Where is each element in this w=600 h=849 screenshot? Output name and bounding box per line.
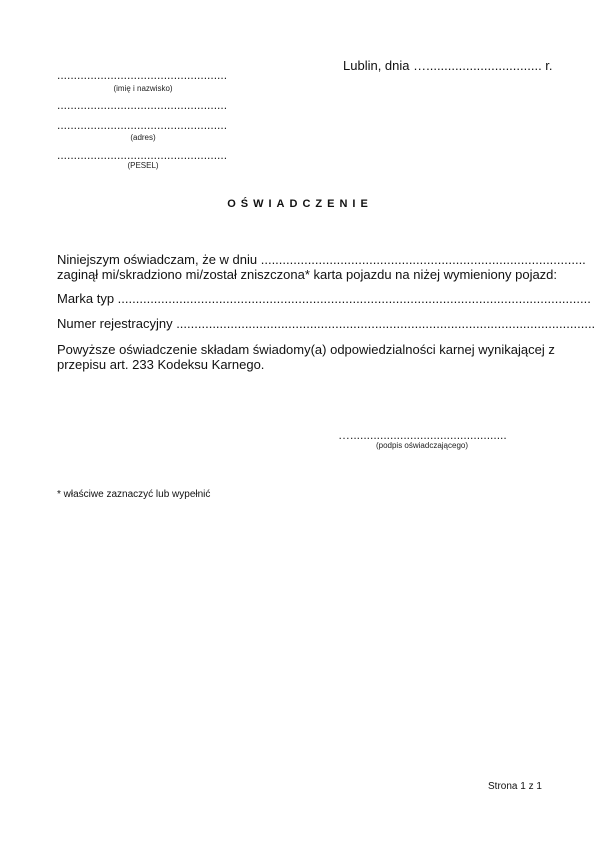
pesel-field-line: ...................................................	[57, 148, 228, 162]
name-field-line: ...................................................	[57, 68, 228, 82]
statement-loss-line: zaginął mi/skradziono mi/został zniszczona* karta pojazdu na niżej wymieniony pojazd:	[57, 267, 558, 282]
registration-number-line: Numer rejestracyjny ....................................................................................................................	[57, 316, 596, 331]
pesel-field-caption: (PESEL)	[127, 161, 159, 170]
signature-caption: (podpis oświadczającego)	[375, 441, 469, 450]
signature-line: …...............................................	[338, 428, 507, 442]
responsibility-line-1: Powyższe oświadczenie składam świadomy(a) odpowiedzialności karnej wynikającej z	[57, 342, 555, 357]
address-field-caption: (adres)	[130, 133, 156, 142]
responsibility-line-2: przepisu art. 233 Kodeksu Karnego.	[57, 357, 265, 372]
page-number: Strona 1 z 1	[488, 781, 542, 792]
address-field-line: ...................................................	[57, 118, 228, 132]
statement-date-line: Niniejszym oświadczam, że w dniu ..........................................................................................	[57, 252, 586, 267]
name-field-line-2: ...................................................	[57, 98, 228, 112]
brand-type-line: Marka typ ...................................................................................................................................	[57, 291, 591, 306]
name-field-caption: (imię i nazwisko)	[113, 84, 173, 93]
footnote: * właściwe zaznaczyć lub wypełnić	[57, 489, 211, 500]
place-date-line: Lublin, dnia …................................ r.	[343, 58, 553, 73]
document-title: OŚWIADCZENIE	[227, 198, 373, 210]
